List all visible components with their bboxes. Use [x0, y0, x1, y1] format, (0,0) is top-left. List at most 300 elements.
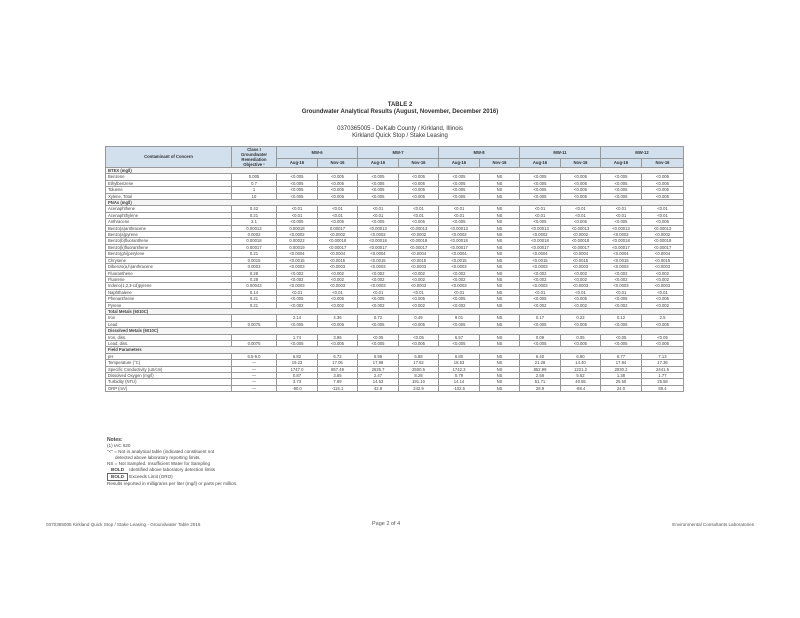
contaminant-name: Xylene, Total: [106, 193, 232, 199]
result-cell: NS: [480, 232, 520, 238]
result-cell: <0.01: [318, 212, 358, 218]
result-cell: <0.0003: [358, 264, 399, 270]
result-cell: 0.00022: [277, 238, 318, 244]
result-cell: 42.8: [358, 385, 399, 391]
site-name: Kirkland Quick Stop / Stake Leasing: [352, 133, 448, 139]
contaminant-name: Lead, diss.: [106, 340, 232, 346]
result-cell: 6.72: [318, 353, 358, 359]
result-cell: <0.0004: [520, 251, 561, 257]
result-cell: 1.38: [601, 373, 642, 379]
result-cell: 4.36: [318, 315, 358, 321]
table-number: TABLE 2: [387, 102, 413, 108]
result-cell: <0.005: [399, 219, 439, 225]
result-cell: 18.53: [439, 360, 480, 366]
section-label: PNAs (mg/l): [106, 200, 684, 206]
header-date: Aug-16: [520, 159, 561, 168]
result-cell: <0.005: [439, 321, 480, 327]
result-cell: NS: [480, 180, 520, 186]
result-cell: <0.005: [358, 296, 399, 302]
result-cell: <0.005: [561, 180, 601, 186]
objective-value: —: [232, 373, 277, 379]
contaminant-name: Toluene: [106, 187, 232, 193]
result-cell: NS: [480, 334, 520, 340]
result-cell: <0.005: [642, 193, 684, 199]
objective-value: 1: [232, 187, 277, 193]
result-cell: 2030.2: [601, 366, 642, 372]
result-cell: -102.5: [439, 385, 480, 391]
result-cell: <0.005: [399, 174, 439, 180]
contaminant-name: Temperature (°C): [106, 360, 232, 366]
result-cell: 6.77: [601, 353, 642, 359]
result-cell: <0.0015: [318, 257, 358, 263]
result-cell: <0.005: [561, 321, 601, 327]
objective-value: 0.005: [232, 174, 277, 180]
result-cell: <0.002: [358, 302, 399, 308]
section-label: Field Parameters: [106, 347, 684, 353]
result-cell: <0.0004: [601, 251, 642, 257]
result-cell: <0.0015: [642, 257, 684, 263]
result-cell: <0.05: [399, 334, 439, 340]
header-well: MW-7: [358, 147, 439, 159]
result-cell: <0.0015: [399, 257, 439, 263]
result-cell: <0.01: [277, 212, 318, 218]
result-cell: <0.01: [358, 206, 399, 212]
result-cell: 2441.5: [642, 366, 684, 372]
result-cell: <0.01: [561, 206, 601, 212]
result-cell: <0.005: [520, 340, 561, 346]
result-cell: 0.00018: [277, 225, 318, 231]
result-cell: 3.73: [277, 379, 318, 385]
result-cell: <0.005: [277, 174, 318, 180]
result-cell: <0.0015: [439, 257, 480, 263]
result-cell: <0.0004: [561, 251, 601, 257]
result-cell: <0.005: [277, 296, 318, 302]
objective-value: 0.7: [232, 180, 277, 186]
result-cell: <0.005: [399, 187, 439, 193]
result-cell: <0.005: [439, 187, 480, 193]
result-cell: <0.0003: [601, 264, 642, 270]
result-cell: <0.005: [358, 187, 399, 193]
results-body: [106, 168, 684, 392]
result-cell: <0.00013: [642, 225, 684, 231]
result-cell: <0.005: [642, 340, 684, 346]
result-cell: <0.005: [277, 219, 318, 225]
result-cell: <0.005: [318, 193, 358, 199]
result-cell: <0.01: [642, 212, 684, 218]
result-cell: <0.005: [601, 296, 642, 302]
objective-value: 0.28: [232, 276, 277, 282]
result-cell: 0.00017: [318, 225, 358, 231]
site-id: 0370365005 - DeKalb County / Kirkland, Illinois: [337, 126, 463, 132]
bold-text: Identified above laboratory detection limits: [129, 467, 216, 472]
result-cell: 191.10: [399, 379, 439, 385]
result-cell: 25.58: [642, 379, 684, 385]
result-cell: 6.99: [358, 353, 399, 359]
result-cell: <0.0015: [358, 257, 399, 263]
result-cell: <0.005: [277, 340, 318, 346]
result-cell: <0.005: [399, 193, 439, 199]
result-cell: <0.00018: [601, 238, 642, 244]
header-contaminant: Contaminant of Concern: [106, 147, 232, 168]
result-cell: -115.1: [318, 385, 358, 391]
result-cell: 7.13: [642, 353, 684, 359]
result-cell: <0.0002: [520, 232, 561, 238]
result-cell: <0.002: [642, 302, 684, 308]
result-cell: <0.005: [642, 180, 684, 186]
objective-value: —: [232, 379, 277, 385]
result-cell: <0.005: [318, 187, 358, 193]
table-title: Groundwater Analytical Results (August, November, December 2016): [301, 109, 499, 115]
contaminant-name: Iron, diss.: [106, 334, 232, 340]
header-date: Nov-16: [480, 159, 520, 168]
result-cell: 6.82: [277, 353, 318, 359]
result-cell: <0.002: [358, 270, 399, 276]
result-cell: <0.005: [520, 187, 561, 193]
header-date: Nov-16: [642, 159, 684, 168]
contaminant-name: Chrysene: [106, 257, 232, 263]
result-cell: <0.005: [318, 321, 358, 327]
contaminant-name: Benzo(b)fluoranthene: [106, 238, 232, 244]
result-cell: NS: [480, 206, 520, 212]
result-cell: NS: [480, 187, 520, 193]
contaminant-name: Pyrene: [106, 302, 232, 308]
result-cell: <0.00013: [439, 225, 480, 231]
note-line: detected above laboratory reporting limits.: [115, 455, 201, 460]
notes: [107, 437, 237, 487]
result-cell: <0.005: [277, 180, 318, 186]
contaminant-name: Fluoranthene: [106, 270, 232, 276]
result-cell: <0.01: [520, 212, 561, 218]
contaminant-name: Benzo(a)anthracene: [106, 225, 232, 231]
result-cell: <0.005: [318, 174, 358, 180]
contaminant-name: Turbidity (NTU): [106, 379, 232, 385]
footer-page-number: Page 2 of 4: [372, 521, 401, 527]
result-cell: <0.005: [561, 187, 601, 193]
result-cell: <0.005: [601, 340, 642, 346]
result-cell: <0.005: [601, 219, 642, 225]
note-line: NS = Not Sampled. Insufficient Water for Sampling: [107, 461, 211, 466]
result-cell: 0.09: [520, 334, 561, 340]
result-cell: <0.005: [520, 321, 561, 327]
result-cell: 6.88: [399, 353, 439, 359]
header-well: MW-6: [277, 147, 358, 159]
note-line: Results reported in milligrams per liter (mg/l) or parts per million.: [107, 481, 238, 486]
result-cell: <0.005: [520, 193, 561, 199]
result-cell: <0.002: [277, 270, 318, 276]
objective-value: 0.00013: [232, 225, 277, 231]
contaminant-name: Fluorene: [106, 276, 232, 282]
result-cell: <0.0004: [642, 251, 684, 257]
result-cell: <0.01: [601, 212, 642, 218]
result-cell: <0.01: [520, 206, 561, 212]
result-cell: <0.005: [439, 340, 480, 346]
contaminant-name: Benzo(ghi)perylene: [106, 251, 232, 257]
result-cell: 17.98: [358, 360, 399, 366]
header-date: Nov-16: [318, 159, 358, 168]
result-cell: <0.0015: [520, 257, 561, 263]
result-cell: NS: [480, 360, 520, 366]
result-cell: <0.002: [561, 270, 601, 276]
result-cell: -88.4: [561, 385, 601, 391]
result-cell: 0.72: [358, 315, 399, 321]
contaminant-name: ORP (mV): [106, 385, 232, 391]
result-cell: 0.79: [439, 373, 480, 379]
result-cell: <0.05: [358, 334, 399, 340]
contaminant-name: Naphthalene: [106, 289, 232, 295]
result-cell: <0.002: [520, 270, 561, 276]
result-cell: <0.005: [358, 321, 399, 327]
result-cell: 2.14: [277, 315, 318, 321]
result-cell: <0.005: [318, 180, 358, 186]
result-cell: NS: [480, 238, 520, 244]
result-cell: -90.0: [277, 385, 318, 391]
result-cell: 6.57: [439, 334, 480, 340]
result-cell: <0.0003: [399, 264, 439, 270]
objective-value: 0.14: [232, 289, 277, 295]
result-cell: <0.002: [399, 302, 439, 308]
result-cell: <0.005: [561, 174, 601, 180]
result-cell: <0.005: [439, 219, 480, 225]
objective-value: 0.28: [232, 270, 277, 276]
result-cell: <0.002: [520, 276, 561, 282]
result-cell: 6.80: [561, 353, 601, 359]
result-cell: 17.05: [318, 360, 358, 366]
result-cell: 19.23: [277, 360, 318, 366]
result-cell: NS: [480, 289, 520, 295]
result-cell: <0.0003: [561, 264, 601, 270]
header-date: Aug-16: [439, 159, 480, 168]
result-cell: <0.0003: [358, 283, 399, 289]
footer-right: Environmental Consultants Laboratories: [672, 522, 754, 527]
result-cell: <0.00017: [358, 244, 399, 250]
result-cell: <0.002: [277, 302, 318, 308]
result-cell: 51.71: [520, 379, 561, 385]
result-cell: <0.0004: [399, 251, 439, 257]
result-cell: <0.0015: [561, 257, 601, 263]
result-cell: <0.0004: [277, 251, 318, 257]
result-cell: <0.005: [642, 321, 684, 327]
result-cell: 0.12: [601, 315, 642, 321]
result-cell: <0.002: [601, 270, 642, 276]
objective-value: 0.21: [232, 296, 277, 302]
result-cell: <0.005: [561, 296, 601, 302]
result-cell: <0.005: [399, 296, 439, 302]
result-cell: 14.14: [439, 379, 480, 385]
contaminant-name: Lead: [106, 321, 232, 327]
contaminant-name: Dissolved Oxygen (mg/l): [106, 373, 232, 379]
result-cell: NS: [480, 353, 520, 359]
result-cell: <0.00018: [561, 238, 601, 244]
result-cell: <0.00013: [399, 225, 439, 231]
result-cell: NS: [480, 270, 520, 276]
result-cell: <0.0003: [277, 283, 318, 289]
section-label: Dissolved Metals (6010C): [106, 328, 684, 334]
objective-value: 0.0003: [232, 264, 277, 270]
table-row: [106, 385, 684, 391]
result-cell: <0.0003: [520, 264, 561, 270]
footer-left: 0370365005 Kirkland Quick Stop / Stake Leasing - Groundwater Table 2016: [46, 522, 201, 527]
result-cell: <0.0003: [277, 264, 318, 270]
contaminant-name: Ethylbenzene: [106, 180, 232, 186]
result-cell: NS: [480, 321, 520, 327]
result-cell: <0.005: [601, 187, 642, 193]
result-cell: <0.01: [561, 289, 601, 295]
result-cell: <0.00018: [358, 238, 399, 244]
note-box-legend: [107, 473, 237, 481]
result-cell: 9.01: [439, 315, 480, 321]
result-cell: NS: [480, 212, 520, 218]
result-cell: 2.47: [358, 373, 399, 379]
result-cell: 3.96: [318, 334, 358, 340]
contaminant-name: Benzo(k)fluoranthene: [106, 244, 232, 250]
result-cell: <0.0003: [642, 264, 684, 270]
result-cell: <0.005: [439, 174, 480, 180]
result-cell: <0.002: [277, 276, 318, 282]
result-cell: 7.89: [318, 379, 358, 385]
result-cell: <0.002: [520, 302, 561, 308]
objective-value: 0.00018: [232, 238, 277, 244]
result-cell: <0.0002: [601, 232, 642, 238]
bold-label: BOLD: [111, 467, 125, 472]
result-cell: NS: [480, 379, 520, 385]
result-cell: NS: [480, 373, 520, 379]
result-cell: 21.28: [520, 360, 561, 366]
result-cell: <0.00017: [439, 244, 480, 250]
note-line: (1) IAC 620: [107, 443, 131, 448]
result-cell: <0.0004: [358, 251, 399, 257]
result-cell: NS: [480, 302, 520, 308]
objective-value: 2.1: [232, 219, 277, 225]
section-label: BTEX (mg/l): [106, 168, 684, 174]
result-cell: <0.002: [561, 302, 601, 308]
result-cell: <0.005: [642, 187, 684, 193]
header-well: MW-11: [520, 147, 601, 159]
result-cell: 242.9: [399, 385, 439, 391]
result-cell: <0.0004: [439, 251, 480, 257]
result-cell: 0.05: [561, 334, 601, 340]
result-cell: <0.00017: [520, 244, 561, 250]
result-cell: <0.002: [439, 270, 480, 276]
result-cell: <0.005: [642, 219, 684, 225]
result-cell: <0.002: [358, 276, 399, 282]
header-row-wells: [106, 147, 684, 159]
result-cell: <0.00018: [399, 238, 439, 244]
result-cell: NS: [480, 225, 520, 231]
contaminant-name: Indeno(1,2,3-cd)pyrene: [106, 283, 232, 289]
result-cell: 1747.0: [277, 366, 318, 372]
result-cell: <0.005: [277, 193, 318, 199]
objective-value: 0.42: [232, 206, 277, 212]
result-cell: <0.0003: [561, 283, 601, 289]
result-cell: <0.0015: [277, 257, 318, 263]
result-cell: <0.005: [399, 340, 439, 346]
result-cell: <0.005: [318, 296, 358, 302]
box-text: Exceeds Limit (GRO): [129, 474, 173, 479]
result-cell: <0.005: [318, 340, 358, 346]
result-cell: <0.002: [642, 270, 684, 276]
header-date: Aug-16: [358, 159, 399, 168]
result-cell: 0.00019: [277, 244, 318, 250]
result-cell: <0.005: [439, 193, 480, 199]
result-cell: 1.74: [277, 334, 318, 340]
contaminant-name: Dibenzo(a,h)anthracene: [106, 264, 232, 270]
objective-value: —: [232, 360, 277, 366]
result-cell: <0.005: [439, 180, 480, 186]
result-cell: <0.0015: [601, 257, 642, 263]
result-cell: <0.0003: [318, 264, 358, 270]
result-cell: <0.01: [318, 206, 358, 212]
result-cell: 14.53: [358, 379, 399, 385]
result-cell: <0.0003: [642, 283, 684, 289]
result-cell: <0.002: [318, 276, 358, 282]
result-cell: <0.00017: [399, 244, 439, 250]
result-cell: <0.005: [561, 340, 601, 346]
contaminant-name: Specific Conductivity (uS/cm): [106, 366, 232, 372]
result-cell: <0.0002: [399, 232, 439, 238]
result-cell: <0.00017: [318, 244, 358, 250]
result-cell: <0.00017: [601, 244, 642, 250]
contaminant-name: Anthracene: [106, 219, 232, 225]
result-cell: <0.0002: [439, 232, 480, 238]
result-cell: <0.01: [439, 212, 480, 218]
contaminant-name: pH: [106, 353, 232, 359]
result-cell: 17.36: [642, 360, 684, 366]
result-cell: 5.62: [561, 373, 601, 379]
result-cell: <0.005: [439, 296, 480, 302]
result-cell: <0.002: [318, 302, 358, 308]
result-cell: <0.0003: [520, 283, 561, 289]
groundwater-results-table: [105, 146, 684, 392]
result-cell: <0.005: [277, 321, 318, 327]
result-cell: 28.9: [520, 385, 561, 391]
contaminant-name: Acenaphthylene: [106, 212, 232, 218]
objective-value: 0.0015: [232, 257, 277, 263]
result-cell: <0.002: [561, 276, 601, 282]
result-cell: <0.002: [439, 302, 480, 308]
result-cell: NS: [480, 315, 520, 321]
objective-value: 0.21: [232, 212, 277, 218]
result-cell: NS: [480, 257, 520, 263]
result-cell: NS: [480, 283, 520, 289]
box-label: BOLD: [107, 473, 128, 481]
result-cell: 89.4: [642, 385, 684, 391]
result-cell: <0.002: [601, 276, 642, 282]
header-date: Nov-16: [399, 159, 439, 168]
result-cell: NS: [480, 244, 520, 250]
note-line: "<" = Not in analytical table (indicated constituent not: [107, 449, 215, 454]
result-cell: NS: [480, 264, 520, 270]
result-cell: <0.005: [399, 321, 439, 327]
contaminant-name: Iron: [106, 315, 232, 321]
result-cell: NS: [480, 193, 520, 199]
objective-value: 0.0075: [232, 321, 277, 327]
result-cell: 1.77: [642, 373, 684, 379]
header-objective: Class I Groundwater Remediation Objective ¹: [232, 147, 277, 168]
result-cell: <0.005: [318, 219, 358, 225]
result-cell: 17.62: [399, 360, 439, 366]
objective-value: 0.21: [232, 251, 277, 257]
result-cell: <0.01: [601, 289, 642, 295]
result-cell: NS: [480, 174, 520, 180]
result-cell: NS: [480, 366, 520, 372]
result-cell: <0.002: [318, 270, 358, 276]
section-label: Total Metals (6010C): [106, 308, 684, 314]
result-cell: NS: [480, 296, 520, 302]
result-cell: <0.01: [358, 212, 399, 218]
result-cell: <0.01: [399, 289, 439, 295]
result-cell: 0.49: [399, 315, 439, 321]
result-cell: NS: [480, 276, 520, 282]
